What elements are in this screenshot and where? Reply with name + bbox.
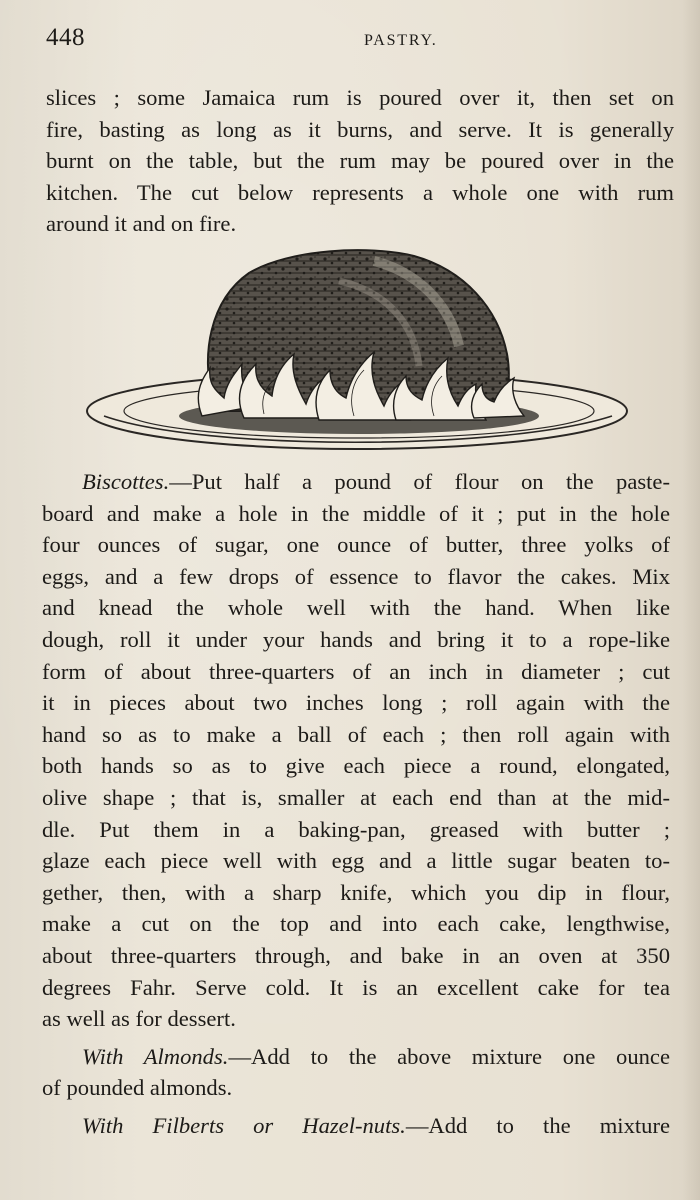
page-shadow-edge xyxy=(682,0,700,1200)
text-line: olive shape ; that is, smaller at each end than at the mid- xyxy=(42,784,670,810)
text-line xyxy=(42,1110,670,1142)
text-line: kitchen. The cut below represents a whole one with rum xyxy=(46,179,674,205)
text-line: four ounces of sugar, one ounce of butter, three yolks of xyxy=(42,532,670,558)
text-line: and knead the whole well with the hand. When like xyxy=(42,595,670,621)
text-line: about three-quarters through, and bake in an oven at 350 xyxy=(42,942,670,968)
text-line xyxy=(42,1041,670,1073)
text-line: around it and on fire. xyxy=(46,211,237,237)
recipe-heading: With Filberts or Hazel-nuts. xyxy=(82,1112,406,1138)
text-line: fire, basting as long as it burns, and serve. It is generally xyxy=(46,116,674,142)
text-line: board and make a hole in the middle of it ; put in the hole xyxy=(42,500,670,526)
text-line: of pounded almonds. xyxy=(42,1075,233,1101)
running-head xyxy=(46,24,666,56)
text-line: form of about three-quarters of an inch in diameter ; cut xyxy=(42,658,670,684)
text-line: dle. Put them in a baking-pan, greased with butter ; xyxy=(42,816,670,842)
text-segment: —Add to the mixture xyxy=(405,1112,670,1138)
text-line: degrees Fahr. Serve cold. It is an excellent cake for tea xyxy=(42,974,670,1000)
text-line: glaze each piece well with egg and a little sugar beaten to- xyxy=(42,848,670,874)
flaming-pudding-illustration xyxy=(84,246,632,458)
text-line: eggs, and a few drops of essence to flavor the cakes. Mix xyxy=(42,563,670,589)
text-line: gether, then, with a sharp knife, which you dip in flour, xyxy=(42,879,670,905)
biscottes-paragraph xyxy=(42,466,670,1141)
text-line: dough, roll it under your hands and bring it to a rope-like xyxy=(42,626,670,652)
text-line: burnt on the table, but the rum may be poured over in the xyxy=(46,148,674,174)
text-line: make a cut on the top and into each cake, lengthwise, xyxy=(42,911,670,937)
section-title: PASTRY. xyxy=(364,32,438,49)
text-segment: —Add to the above mixture one ounce xyxy=(228,1043,670,1069)
page-number: 448 xyxy=(46,24,85,51)
text-line xyxy=(42,466,670,498)
recipe-heading: With Almonds. xyxy=(82,1043,229,1069)
text-line: slices ; some Jamaica rum is poured over it, then set on xyxy=(46,85,674,110)
text-line: both hands so as to give each piece a round, elongated, xyxy=(42,753,670,779)
flaming-pudding-icon xyxy=(84,246,632,458)
text-line: hand so as to make a ball of each ; then roll again with xyxy=(42,721,670,747)
text-line: it in pieces about two inches long ; roll again with the xyxy=(42,690,670,716)
text-line: as well as for dessert. xyxy=(42,1006,236,1032)
recipe-heading: Biscottes. xyxy=(82,469,170,494)
text-segment: —Put half a pound of flour on the paste- xyxy=(169,469,670,494)
intro-paragraph xyxy=(46,82,674,240)
